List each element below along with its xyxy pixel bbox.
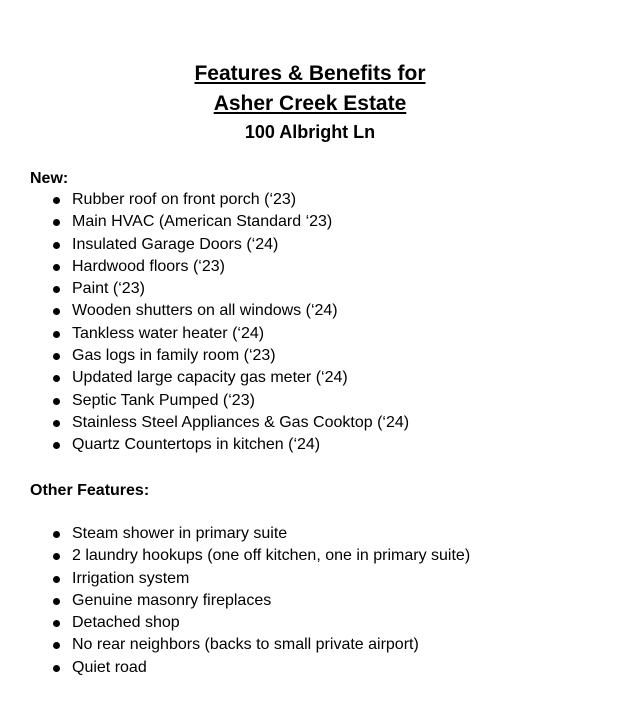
- title-line-1: [0, 61, 620, 87]
- list-item: Irrigation system: [0, 568, 620, 590]
- list-item: Hardwood floors (‘23): [0, 256, 620, 278]
- list-item: Genuine masonry fireplaces: [0, 590, 620, 612]
- other-features-list: [0, 523, 620, 679]
- list-item: Gas logs in family room (‘23): [0, 345, 620, 367]
- list-item: No rear neighbors (backs to small private airport): [0, 634, 620, 656]
- title-text-2: Asher Creek Estate: [213, 92, 407, 115]
- list-item: 2 laundry hookups (one off kitchen, one in primary suite): [0, 545, 620, 567]
- list-item: Quiet road: [0, 657, 620, 679]
- list-item: Paint (‘23): [0, 278, 620, 300]
- list-item: Insulated Garage Doors (‘24): [0, 234, 620, 256]
- other-features-heading: Other Features:: [30, 482, 150, 499]
- list-item: Stainless Steel Appliances & Gas Cooktop (‘24): [0, 412, 620, 434]
- list-item: Wooden shutters on all windows (‘24): [0, 300, 620, 322]
- property-address: 100 Albright Ln: [244, 122, 376, 142]
- list-item: Tankless water heater (‘24): [0, 323, 620, 345]
- list-item: Detached shop: [0, 612, 620, 634]
- title-text-1: Features & Benefits for: [194, 62, 426, 85]
- list-item: Updated large capacity gas meter (‘24): [0, 367, 620, 389]
- new-features-list: [0, 189, 620, 457]
- list-item: Main HVAC (American Standard ‘23): [0, 211, 620, 233]
- new-section-heading: New:: [30, 170, 69, 187]
- list-item: Steam shower in primary suite: [0, 523, 620, 545]
- list-item: Quartz Countertops in kitchen (‘24): [0, 434, 620, 456]
- list-item: Septic Tank Pumped (‘23): [0, 390, 620, 412]
- list-item: Rubber roof on front porch (‘23): [0, 189, 620, 211]
- title-line-2: [0, 91, 620, 117]
